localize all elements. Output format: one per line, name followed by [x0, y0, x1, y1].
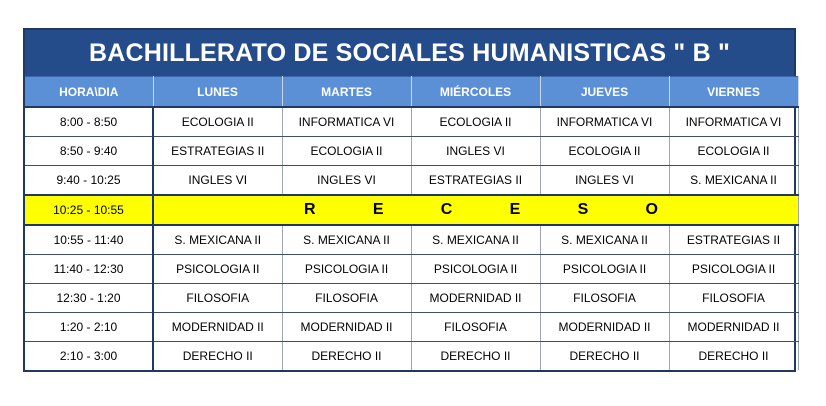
class-cell: FILOSOFIA	[411, 313, 540, 342]
recess-row	[25, 195, 798, 225]
class-cell: MODERNIDAD II	[282, 313, 411, 342]
table-row	[25, 342, 798, 371]
header-martes: MARTES	[282, 77, 411, 108]
class-cell: ECOLOGIA II	[411, 107, 540, 137]
class-cell: FILOSOFIA	[153, 284, 282, 313]
table-row	[25, 225, 798, 255]
recess-letter: C	[440, 201, 453, 218]
class-cell: INGLES VI	[411, 137, 540, 166]
class-cell: ECOLOGIA II	[282, 137, 411, 166]
class-cell: MODERNIDAD II	[669, 313, 798, 342]
table-row	[25, 107, 798, 137]
header-row	[25, 77, 798, 108]
schedule-table	[23, 28, 796, 372]
class-cell: PSICOLOGIA II	[540, 255, 669, 284]
class-cell: PSICOLOGIA II	[153, 255, 282, 284]
time-cell: 2:10 - 3:00	[25, 342, 153, 371]
class-cell: INFORMATICA VI	[282, 107, 411, 137]
recess-letter: S	[577, 201, 589, 218]
class-cell: DERECHO II	[282, 342, 411, 371]
class-cell: INFORMATICA VI	[540, 107, 669, 137]
table-row	[25, 137, 798, 166]
time-cell: 1:20 - 2:10	[25, 313, 153, 342]
header-jueves: JUEVES	[540, 77, 669, 108]
recess-letter: R	[304, 201, 316, 218]
class-cell: FILOSOFIA	[540, 284, 669, 313]
class-cell: PSICOLOGIA II	[282, 255, 411, 284]
class-cell: PSICOLOGIA II	[669, 255, 798, 284]
recess-letter: E	[509, 201, 521, 218]
class-cell: DERECHO II	[540, 342, 669, 371]
class-cell: FILOSOFIA	[282, 284, 411, 313]
schedule-title: BACHILLERATO DE SOCIALES HUMANISTICAS " B "	[25, 30, 794, 76]
class-cell: DERECHO II	[669, 342, 798, 371]
class-cell: S. MEXICANA II	[540, 225, 669, 255]
class-cell: S. MEXICANA II	[282, 225, 411, 255]
recess-time-cell: 10:25 - 10:55	[25, 195, 153, 225]
class-cell: MODERNIDAD II	[411, 284, 540, 313]
time-cell: 12:30 - 1:20	[25, 284, 153, 313]
header-miercoles: MIÉRCOLES	[411, 77, 540, 108]
time-cell: 8:50 - 9:40	[25, 137, 153, 166]
table-row	[25, 166, 798, 196]
class-cell: DERECHO II	[411, 342, 540, 371]
recess-label	[153, 195, 798, 225]
recess-letter: E	[372, 201, 384, 218]
time-cell: 9:40 - 10:25	[25, 166, 153, 196]
class-cell: MODERNIDAD II	[153, 313, 282, 342]
class-cell: ESTRATEGIAS II	[669, 225, 798, 255]
class-cell: FILOSOFIA	[669, 284, 798, 313]
class-cell: INGLES VI	[540, 166, 669, 196]
class-cell: ECOLOGIA II	[153, 107, 282, 137]
class-cell: INGLES VI	[282, 166, 411, 196]
class-cell: INFORMATICA VI	[669, 107, 798, 137]
table-row	[25, 284, 798, 313]
header-lunes: LUNES	[153, 77, 282, 108]
class-cell: DERECHO II	[153, 342, 282, 371]
timetable	[25, 76, 799, 370]
class-cell: ESTRATEGIAS II	[153, 137, 282, 166]
class-cell: ESTRATEGIAS II	[411, 166, 540, 196]
class-cell: ECOLOGIA II	[540, 137, 669, 166]
recess-letter: O	[645, 201, 658, 218]
class-cell: ECOLOGIA II	[669, 137, 798, 166]
time-cell: 11:40 - 12:30	[25, 255, 153, 284]
time-cell: 8:00 - 8:50	[25, 107, 153, 137]
header-hora-dia: HORA\DIA	[25, 77, 153, 108]
table-row	[25, 313, 798, 342]
time-cell: 10:55 - 11:40	[25, 225, 153, 255]
class-cell: PSICOLOGIA II	[411, 255, 540, 284]
class-cell: MODERNIDAD II	[540, 313, 669, 342]
table-row	[25, 255, 798, 284]
header-viernes: VIERNES	[669, 77, 798, 108]
class-cell: S. MEXICANA II	[669, 166, 798, 196]
class-cell: S. MEXICANA II	[153, 225, 282, 255]
class-cell: INGLES VI	[153, 166, 282, 196]
class-cell: S. MEXICANA II	[411, 225, 540, 255]
